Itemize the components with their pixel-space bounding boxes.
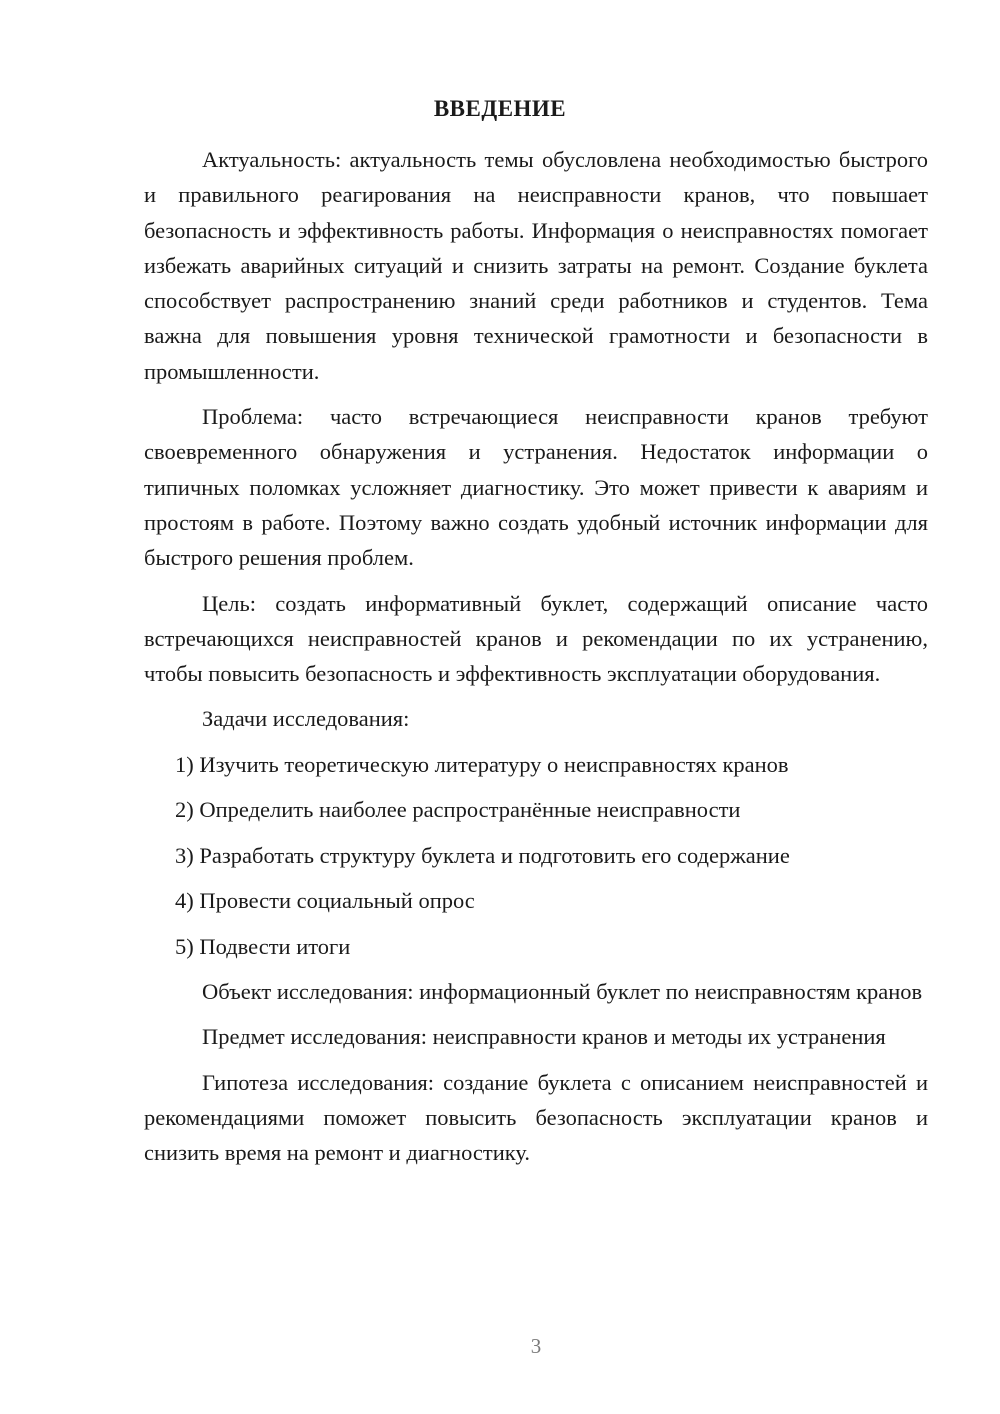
- task-item: 2) Определить наиболее распространённые неисправности: [175, 797, 741, 823]
- task-item: 1) Изучить теоретическую литературу о неисправностях кранов: [175, 751, 789, 777]
- task-item: 3) Разработать структуру буклета и подготовить его содержание: [175, 842, 790, 868]
- subject-paragraph: Предмет исследования: неисправности кранов и методы их устранения: [202, 1024, 886, 1050]
- problem-paragraph: Проблема: часто встречающиеся неисправности кранов требуют своевременного обнаружения и устранения. Недостаток информации о типичных поломках усложняет диагностику. Это может привести к авариям и простоям в работе. Поэтому важно создать удобный источник информации для быстрого решения проблем.: [144, 404, 928, 571]
- hypothesis-paragraph: Гипотеза исследования: создание буклета с описанием неисправностей и рекомендациями поможет повысить безопасность эксплуатации кранов и снизить время на ремонт и диагностику.: [144, 1069, 928, 1166]
- task-item: 4) Провести социальный опрос: [175, 888, 475, 914]
- goal-paragraph: Цель: создать информативный буклет, содержащий описание часто встречающихся неисправностей кранов и рекомендации по их устранению, чтобы повысить безопасность и эффективность эксплуатации оборудования.: [144, 590, 928, 687]
- tasks-list: [144, 747, 928, 964]
- page-number: 3: [530, 1334, 542, 1358]
- object-paragraph: Объект исследования: информационный буклет по неисправностям кранов: [202, 978, 923, 1004]
- tasks-heading: Задачи исследования:: [202, 706, 410, 732]
- page-title: ВВЕДЕНИЕ: [433, 96, 567, 121]
- task-item: 5) Подвести итоги: [175, 933, 351, 959]
- document-body: [144, 142, 928, 1170]
- relevance-paragraph: Актуальность: актуальность темы обусловлена необходимостью быстрого и правильного реагирования на неисправности кранов, что повышает безопасность и эффективность работы. Информация о неисправностях помогает избежать аварийных ситуаций и снизить затраты на ремонт. Создание буклета способствует распространению знаний среди работников и студентов. Тема важна для повышения уровня технической грамотности и безопасности в промышленности.: [144, 147, 928, 384]
